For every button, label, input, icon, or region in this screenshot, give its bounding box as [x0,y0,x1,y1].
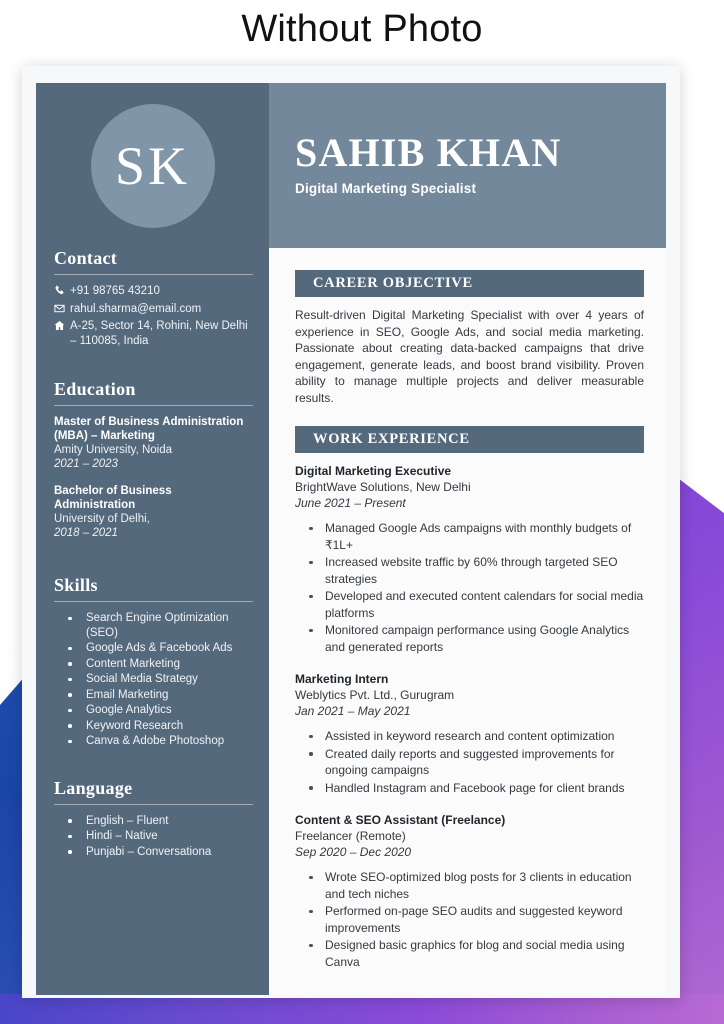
list-item: Keyword Research [58,719,253,734]
skills-divider [54,601,253,602]
contact-address-row [54,319,253,348]
job-dates: Sep 2020 – Dec 2020 [295,845,412,859]
education-degree: Master of Business Administration (MBA) – Marketing [54,416,244,442]
decorative-purple-band [0,994,724,1024]
list-item: Managed Google Ads campaigns with monthly budgets of ₹1L+ [299,520,644,553]
list-item: Content Marketing [58,657,253,672]
education-school: Amity University, Noida [54,444,173,456]
email-icon [54,302,70,314]
education-heading: Education [54,379,136,399]
contact-address-text: A-25, Sector 14, Rohini, New Delhi – 110085, India [70,320,248,347]
monogram-container [36,83,269,248]
education-section [36,379,269,540]
candidate-role: Digital Marketing Specialist [295,181,477,196]
job-dates: June 2021 – Present [295,496,406,510]
career-objective-text: Result-driven Digital Marketing Specialist with over 4 years of experience in SEO, Google Ads, and social media marketing. Passionate about creating data-backed campaigns that drive engagement, generate leads, and boost brand visibility. Proven ability to manage multiple projects and deliver measurable results. [295,308,644,405]
list-item: Increased website traffic by 60% through targeted SEO strategies [299,554,644,587]
language-section [36,778,269,860]
experience-item [295,463,644,511]
job-dates: Jan 2021 – May 2021 [295,704,411,718]
list-item: Google Analytics [58,703,253,718]
language-list [54,814,253,860]
contact-phone-text: +91 98765 43210 [70,285,160,297]
list-item: Created daily reports and suggested improvements for ongoing campaigns [299,746,644,779]
list-item: Performed on-page SEO audits and suggested keyword improvements [299,903,644,936]
contact-email-row [54,302,253,317]
skills-heading: Skills [54,575,98,595]
experience-item [295,671,644,719]
contact-heading: Contact [54,248,118,268]
list-item: Punjabi – Conversationa [58,845,253,860]
name-banner [269,83,666,248]
job-title: Content & SEO Assistant (Freelance) [295,813,506,827]
job-bullets [295,520,644,655]
education-item [54,415,253,471]
list-item: Wrote SEO-optimized blog posts for 3 clients in education and tech niches [299,869,644,902]
contact-divider [54,274,253,275]
resume-main [269,83,666,995]
phone-icon [54,284,70,296]
education-degree: Bachelor of Business Administration [54,485,172,511]
list-item: Assisted in keyword research and content optimization [299,728,644,745]
page-title: Without Photo [241,8,483,50]
education-item [54,484,253,540]
list-item: Google Ads & Facebook Ads [58,641,253,656]
candidate-name: SAHIB KHAN [295,130,562,175]
career-objective-heading: CAREER OBJECTIVE [295,270,644,297]
resume-sidebar [36,83,269,995]
list-item: Email Marketing [58,688,253,703]
list-item: English – Fluent [58,814,253,829]
language-heading: Language [54,777,133,798]
contact-phone-row [54,284,253,299]
list-item: Social Media Strategy [58,672,253,687]
list-item: Canva & Adobe Photoshop [58,734,253,749]
experience-item [295,812,644,860]
contact-section [36,248,269,348]
list-item: Handled Instagram and Facebook page for client brands [299,780,644,797]
monogram-avatar: SK [91,104,215,228]
job-bullets [295,869,644,970]
list-item: Developed and executed content calendars for social media platforms [299,588,644,621]
education-divider [54,405,253,406]
list-item: Designed basic graphics for blog and social media using Canva [299,937,644,970]
education-years: 2021 – 2023 [54,458,118,470]
education-years: 2018 – 2021 [54,527,118,539]
job-company: BrightWave Solutions, New Delhi [295,480,471,494]
job-company: Weblytics Pvt. Ltd., Gurugram [295,688,455,702]
job-title: Digital Marketing Executive [295,464,452,478]
job-company: Freelancer (Remote) [295,829,406,843]
language-divider [54,804,253,805]
job-bullets [295,728,644,796]
list-item: Monitored campaign performance using Google Analytics and generated reports [299,622,644,655]
job-title: Marketing Intern [295,672,389,686]
work-experience-heading: WORK EXPERIENCE [295,426,644,453]
resume-card [22,66,680,998]
list-item: Hindi – Native [58,829,253,844]
skills-section [36,575,269,749]
contact-email-text: rahul.sharma@email.com [70,302,202,315]
education-school: University of Delhi, [54,513,150,525]
list-item: Search Engine Optimization (SEO) [58,611,253,640]
skills-list [54,611,253,749]
home-icon [54,319,70,331]
